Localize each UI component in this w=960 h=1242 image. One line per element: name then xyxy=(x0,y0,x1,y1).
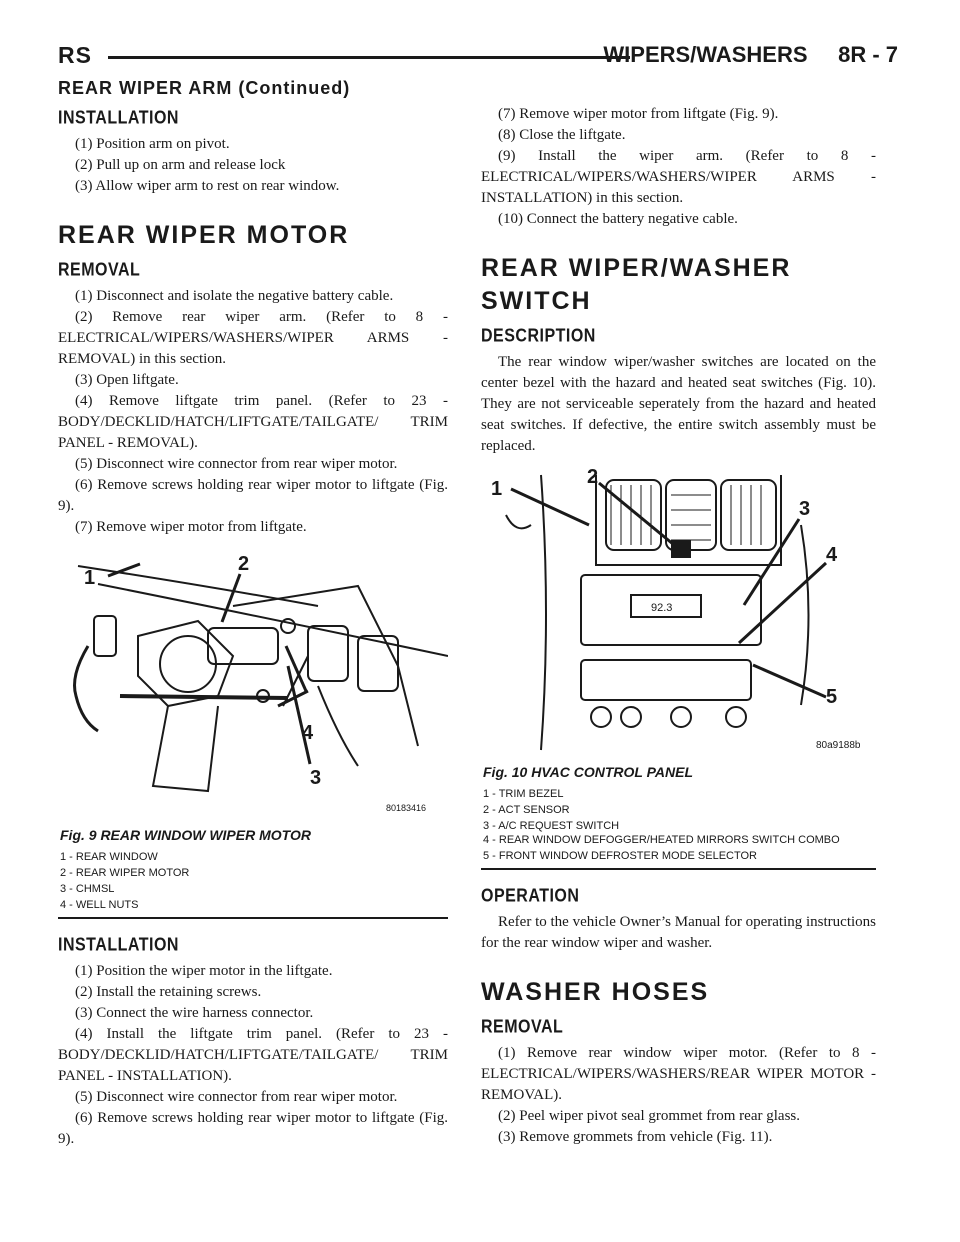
step: (10) Connect the battery negative cable. xyxy=(498,211,738,227)
figure-10 xyxy=(481,465,876,870)
callout-3: 3 xyxy=(310,767,322,789)
callout-4: 4 xyxy=(826,544,838,566)
wiper-motor-illustration xyxy=(58,546,448,818)
legend-item: 3 - A/C REQUEST SWITCH xyxy=(483,820,620,832)
legend-item: 5 - FRONT WINDOW DEFROSTER MODE SELECTOR xyxy=(483,850,757,862)
callout-2: 2 xyxy=(587,466,599,488)
callout-4: 4 xyxy=(302,722,314,744)
step: (1) Disconnect and isolate the negative battery cable. xyxy=(75,288,394,304)
step: (3) Open liftgate. xyxy=(75,372,179,388)
callout-1: 1 xyxy=(491,478,503,500)
title-line: REAR WIPER/WASHER xyxy=(481,254,792,282)
callout-5: 5 xyxy=(826,686,838,708)
removal-heading: REMOVAL xyxy=(481,1017,564,1038)
operation-heading: OPERATION xyxy=(481,886,580,907)
callout-2: 2 xyxy=(238,553,250,575)
step: (6) Remove screws holding rear wiper motor to liftgate (Fig. 9). xyxy=(58,1110,448,1147)
description-text: The rear window wiper/washer switches are located on the center bezel with the hazard and heated seat switches (Fig. 10). They are not serviceable seperately from the hazard and heated seat switches. If defective, the entire switch assembly must be replaced. xyxy=(481,354,876,454)
hvac-panel-illustration xyxy=(481,465,876,755)
header-page-title: WIPERS/WASHERS 8R - 7 xyxy=(603,42,898,67)
step: (9) Install the wiper arm. (Refer to 8 - ELECTRICAL/WIPERS/WASHERS/WIPER ARMS - INSTALLATION) in this section. xyxy=(481,148,876,206)
legend-item: 1 - TRIM BEZEL xyxy=(483,788,564,800)
figure-legend xyxy=(58,849,448,913)
figure-legend xyxy=(481,786,876,864)
step: (3) Connect the wire harness connector. xyxy=(75,1005,314,1021)
legend-item: 2 - ACT SENSOR xyxy=(483,804,570,816)
step: (5) Disconnect wire connector from rear wiper motor. xyxy=(75,1089,398,1105)
legend-item: 3 - CHMSL xyxy=(60,883,115,895)
step: (1) Remove rear window wiper motor. (Refer to 8 - ELECTRICAL/WIPERS/WASHERS/REAR WIPER MOTOR - REMOVAL). xyxy=(481,1045,876,1103)
figure-rule xyxy=(58,917,448,919)
legend-item: 4 - REAR WINDOW DEFOGGER/HEATED MIRRORS SWITCH COMBO xyxy=(483,834,840,846)
step: (4) Install the liftgate trim panel. (Refer to 23 - BODY/DECKLID/HATCH/LIFTGATE/TAILGATE/ TRIM PANEL - INSTALLATION). xyxy=(58,1026,448,1084)
step: (2) Install the retaining screws. xyxy=(75,984,262,1000)
step: (5) Disconnect wire connector from rear wiper motor. xyxy=(75,456,398,472)
washer-hoses-title: WASHER HOSES xyxy=(481,978,710,1006)
header-rule xyxy=(108,56,630,59)
figure-code: 80a9188b xyxy=(816,740,861,751)
step: (2) Peel wiper pivot seal grommet from rear glass. xyxy=(498,1108,800,1124)
rear-wiper-washer-switch-title xyxy=(481,252,876,318)
continued-heading: REAR WIPER ARM (Continued) xyxy=(58,78,351,98)
right-column xyxy=(481,104,876,1148)
left-column xyxy=(58,104,448,1150)
legend-item: 4 - WELL NUTS xyxy=(60,899,139,911)
step: (2) Remove rear wiper arm. (Refer to 8 - ELECTRICAL/WIPERS/WASHERS/WIPER ARMS - REMOVAL) in this section. xyxy=(58,309,448,367)
step: (7) Remove wiper motor from liftgate (Fig. 9). xyxy=(498,106,779,122)
step: (3) Remove grommets from vehicle (Fig. 11). xyxy=(498,1129,773,1145)
installation-heading: INSTALLATION xyxy=(58,108,179,129)
figure-code: 80183416 xyxy=(386,803,427,813)
description-heading: DESCRIPTION xyxy=(481,326,596,347)
title-line: SWITCH xyxy=(481,287,592,315)
removal-heading: REMOVAL xyxy=(58,260,141,281)
figure-caption: Fig. 10 HVAC CONTROL PANEL xyxy=(483,764,694,780)
rear-wiper-motor-title: REAR WIPER MOTOR xyxy=(58,221,350,249)
step: (1) Position arm on pivot. xyxy=(75,136,230,152)
legend-item: 2 - REAR WIPER MOTOR xyxy=(60,867,190,879)
callout-1: 1 xyxy=(84,567,96,589)
header-section-code: RS xyxy=(58,42,92,68)
legend-item: 1 - REAR WINDOW xyxy=(60,851,158,863)
figure-9 xyxy=(58,546,448,919)
operation-text: Refer to the vehicle Owner’s Manual for operating instructions for the rear window wiper and washer. xyxy=(481,914,876,951)
step: (6) Remove screws holding rear wiper motor to liftgate (Fig. 9). xyxy=(58,477,448,514)
figure-rule xyxy=(481,868,876,870)
figure-caption: Fig. 9 REAR WINDOW WIPER MOTOR xyxy=(60,827,311,843)
step: (2) Pull up on arm and release lock xyxy=(75,157,286,173)
step: (8) Close the liftgate. xyxy=(498,127,626,143)
installation-heading: INSTALLATION xyxy=(58,935,179,956)
act-sensor-marker xyxy=(671,540,691,558)
step: (7) Remove wiper motor from liftgate. xyxy=(75,519,307,535)
radio-display: 92.3 xyxy=(651,602,673,614)
step: (1) Position the wiper motor in the liftgate. xyxy=(75,963,333,979)
callout-3: 3 xyxy=(799,498,811,520)
step: (3) Allow wiper arm to rest on rear window. xyxy=(75,178,340,194)
step: (4) Remove liftgate trim panel. (Refer to 23 - BODY/DECKLID/HATCH/LIFTGATE/TAILGATE/ TRIM PANEL - REMOVAL). xyxy=(58,393,448,451)
